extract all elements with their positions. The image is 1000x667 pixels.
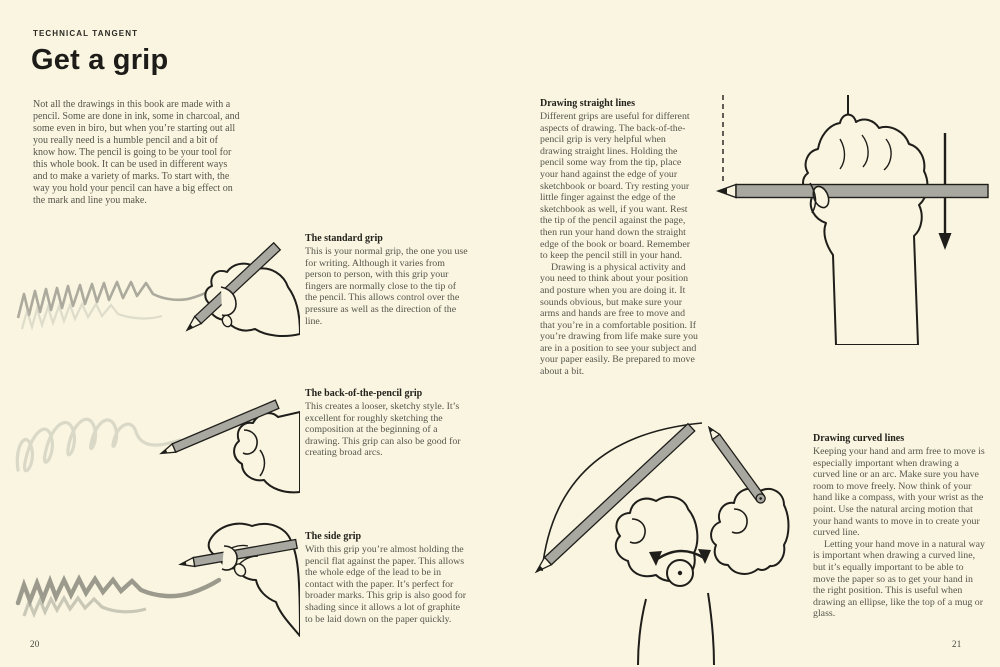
forearm-left-line [638, 599, 646, 665]
section-heading: Drawing curved lines [813, 433, 905, 444]
section-eyebrow: TECHNICAL TANGENT [33, 29, 139, 38]
straight-lines-illustration [690, 95, 1000, 345]
pivot-dot [678, 571, 682, 575]
section-heading: The back-of-the-pencil grip [305, 388, 423, 399]
section-paragraph-2: Drawing is a physical activity and you need to think about your position and posture when you are doing it. It sounds obvious, but make sure your arms and hands are free to move and that you’re in a comfortable position. If you’re drawing from life make sure you are in a position to see your subject and your paper easily. Be prepared to move about a bit. [540, 261, 698, 378]
scribble-marks [18, 282, 219, 318]
direction-arrow-head [939, 233, 952, 250]
page-number-left: 20 [30, 639, 40, 649]
side-grip-illustration [8, 518, 300, 640]
section-body: With this grip you’re almost holding the pencil flat against the paper. This allows the whole edge of the lead to be in contact with the paper. It’s perfect for broader marks. This grip is also good for shading since it allows a lot of graphite to be laid down on the paper quickly. [305, 544, 467, 625]
pencil [718, 185, 988, 198]
section-drawing-straight-lines [540, 98, 698, 378]
section-body: This creates a looser, sketchy style. It’s excellent for roughly sketching the composition at the beginning of a drawing. This grip can also be good for creating broad arcs. [305, 401, 461, 459]
section-side-grip [305, 531, 470, 625]
scribble-marks [17, 419, 180, 470]
section-drawing-curved-lines [813, 433, 985, 620]
standard-grip-illustration [8, 226, 300, 338]
section-paragraph-1: Different grips are useful for different aspects of drawing. The back-of-the-pencil grip is very helpful when drawing straight lines. Holding the pencil some way from the tip, place your hand against the edge of your sketchbook or board. Try resting your little finger against the edge of the sketchbook as well, if you want. Rest the tip of the pencil against the page, then run your hand down the straight edge of the book or board. Remember to keep the pencil still in your hand. [540, 111, 690, 262]
section-standard-grip [305, 233, 470, 327]
section-back-of-pencil-grip [305, 388, 470, 459]
section-paragraph-1: Keeping your hand and arm free to move is especially important when drawing a curved line or an arc. Make sure you have room to move freely. Now think of your hand like a compass, with your wrist as the point. Use the natural arcing motion that your hand wants to move in to create your curved line. [813, 446, 985, 539]
back-of-pencil-grip-illustration [8, 390, 300, 518]
right-pencil [705, 425, 767, 505]
page-title: Get a grip [31, 44, 169, 76]
section-heading: Drawing straight lines [540, 98, 635, 109]
section-body: This is your normal grip, the one you use for writing. Although it varies from person to person, with this grip your fingers are normally close to the tip of the pencil. This allows control over the pressure as well as the direction of the line. [305, 246, 468, 327]
intro-paragraph: Not all the drawings in this book are made with a pencil. Some are done in ink, some in charcoal, and some even in biro, but when you’re starting out all you really need is a humble pencil and a bit of know how. The pencil is going to be your tool for this whole book. It can be used in different ways and to make a variety of marks. To start with, the way you hold your pencil can have a big effect on the mark and line you make. [33, 99, 240, 206]
page-number-right: 21 [952, 639, 962, 649]
section-heading: The side grip [305, 531, 362, 542]
scribble-marks [18, 579, 219, 603]
right-hand-outline [711, 489, 788, 574]
hand-outline [803, 115, 927, 345]
forearm-right-line [708, 593, 714, 665]
scribble-echo [22, 304, 162, 329]
section-heading: The standard grip [305, 233, 383, 244]
curved-lines-illustration [528, 393, 815, 665]
section-paragraph-2: Letting your hand move in a natural way is important when drawing a curved line, but it’s equally important to be able to move the paper so as to get your hand in the right position. This is useful when drawing an ellipse, like the top of a mug or glass. [813, 538, 985, 620]
